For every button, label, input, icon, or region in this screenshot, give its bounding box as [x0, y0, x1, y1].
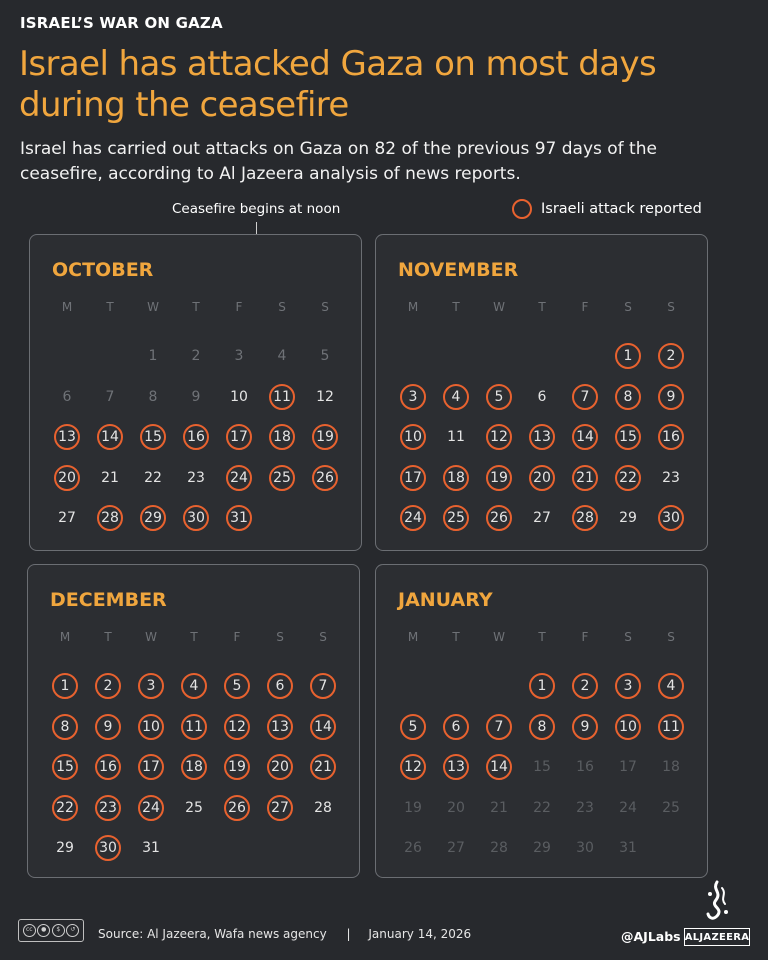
day-cell-attack: 14	[572, 424, 598, 450]
day-cell-attack: 1	[529, 673, 555, 699]
day-cell: 29	[619, 510, 637, 526]
day-cell-attack: 7	[572, 384, 598, 410]
legend	[512, 196, 702, 222]
weekday-header: W	[145, 630, 157, 644]
day-cell: 6	[62, 388, 72, 405]
day-cell: 27	[58, 510, 76, 526]
day-cell-attack: 20	[54, 465, 80, 491]
day-cell-attack: 19	[486, 465, 512, 491]
day-cell-attack: 26	[312, 465, 338, 491]
day-cell-attack: 16	[95, 754, 121, 780]
creative-commons-badge	[18, 919, 84, 942]
day-cell-attack: 14	[310, 714, 336, 740]
day-cell: 8	[148, 388, 158, 405]
day-cell-attack: 20	[267, 754, 293, 780]
day-cell-attack: 21	[310, 754, 336, 780]
day-cell-attack: 21	[572, 465, 598, 491]
source-text: Source: Al Jazeera, Wafa news agency	[98, 927, 327, 941]
headline: Israel has attacked Gaza on most days during the ceasefire	[19, 44, 657, 125]
weekday-header: T	[190, 630, 198, 644]
day-cell: 26	[404, 840, 422, 856]
day-cell-attack: 18	[181, 754, 207, 780]
ajlabs-handle: @AJLabs	[621, 929, 681, 944]
day-cell-attack: 2	[95, 673, 121, 699]
day-cell: 22	[533, 799, 551, 816]
day-cell-attack: 13	[443, 754, 469, 780]
day-cell-attack: 8	[52, 714, 78, 740]
day-cell: 12	[316, 388, 334, 405]
weekday-header: W	[493, 630, 505, 644]
day-cell-attack: 14	[486, 754, 512, 780]
day-cell-attack: 15	[52, 754, 78, 780]
nc-icon: $	[52, 924, 65, 937]
sa-icon: ↺	[66, 924, 79, 937]
day-cell-attack: 1	[52, 673, 78, 699]
day-cell: 5	[320, 348, 330, 364]
month-name: DECEMBER	[50, 589, 167, 611]
day-cell-attack: 5	[224, 673, 250, 699]
attack-ring-icon	[512, 199, 532, 219]
day-cell-attack: 8	[615, 384, 641, 410]
cc-icon: cc	[23, 924, 36, 937]
day-cell: 25	[662, 799, 680, 816]
day-cell-attack: 28	[572, 505, 598, 531]
day-cell-attack: 26	[486, 505, 512, 531]
day-cell-attack: 2	[658, 343, 684, 369]
weekday-header: T	[106, 300, 114, 314]
day-cell-attack: 12	[224, 714, 250, 740]
day-cell-attack: 24	[226, 465, 252, 491]
day-cell: 31	[619, 840, 637, 856]
day-cell: 1	[148, 348, 158, 364]
day-cell-attack: 15	[615, 424, 641, 450]
day-cell-attack: 19	[312, 424, 338, 450]
day-cell-attack: 27	[267, 795, 293, 821]
day-cell-attack: 5	[486, 384, 512, 410]
source-line	[98, 927, 471, 941]
day-cell: 31	[142, 840, 160, 856]
weekday-header: W	[147, 300, 159, 314]
month-name: JANUARY	[398, 589, 493, 611]
weekday-header: F	[581, 630, 589, 644]
day-cell-attack: 1	[615, 343, 641, 369]
aljazeera-calligraphy-icon	[700, 880, 734, 924]
day-cell: 28	[490, 840, 508, 856]
day-cell-attack: 17	[138, 754, 164, 780]
day-cell-attack: 6	[443, 714, 469, 740]
day-cell-attack: 14	[97, 424, 123, 450]
legend-label: Israeli attack reported	[541, 201, 702, 217]
weekday-header: S	[321, 300, 329, 314]
day-cell-attack: 15	[140, 424, 166, 450]
day-cell-attack: 16	[183, 424, 209, 450]
day-cell: 10	[230, 388, 248, 405]
day-cell-attack: 11	[658, 714, 684, 740]
month-panel-january	[375, 564, 708, 878]
day-cell-attack: 19	[224, 754, 250, 780]
day-cell-attack: 6	[267, 673, 293, 699]
weekday-header: M	[59, 630, 71, 644]
day-cell-attack: 31	[226, 505, 252, 531]
day-cell-attack: 25	[443, 505, 469, 531]
aljazeera-wordmark: ALJAZEERA	[684, 928, 750, 946]
day-cell-attack: 9	[95, 714, 121, 740]
day-cell-attack: 9	[658, 384, 684, 410]
day-cell: 27	[447, 840, 465, 856]
day-cell: 21	[490, 799, 508, 816]
day-cell-attack: 12	[486, 424, 512, 450]
weekday-header: T	[192, 300, 200, 314]
day-cell: 11	[447, 429, 465, 445]
footer-separator: |	[346, 927, 351, 941]
day-cell: 24	[619, 799, 637, 816]
weekday-header: M	[407, 300, 419, 314]
weekday-header: S	[624, 300, 632, 314]
day-cell-attack: 7	[486, 714, 512, 740]
day-cell: 27	[533, 510, 551, 526]
day-cell: 7	[105, 388, 115, 405]
weekday-header: F	[235, 300, 243, 314]
day-cell-attack: 10	[400, 424, 426, 450]
weekday-header: T	[452, 300, 460, 314]
day-cell: 23	[662, 469, 680, 486]
day-cell-attack: 11	[181, 714, 207, 740]
day-cell-attack: 18	[269, 424, 295, 450]
day-cell-attack: 13	[54, 424, 80, 450]
weekday-header: F	[233, 630, 241, 644]
day-cell-attack: 24	[138, 795, 164, 821]
day-cell-attack: 13	[267, 714, 293, 740]
day-cell-attack: 3	[400, 384, 426, 410]
weekday-header: T	[452, 630, 460, 644]
day-cell-attack: 4	[181, 673, 207, 699]
day-cell: 25	[185, 799, 203, 816]
day-cell-attack: 26	[224, 795, 250, 821]
day-cell-attack: 8	[529, 714, 555, 740]
day-cell: 28	[314, 799, 332, 816]
day-cell: 3	[234, 348, 244, 364]
month-panel-october	[29, 234, 362, 551]
day-cell-attack: 13	[529, 424, 555, 450]
day-cell-attack: 24	[400, 505, 426, 531]
day-cell-attack: 30	[95, 835, 121, 861]
month-name: NOVEMBER	[398, 259, 519, 281]
day-cell-attack: 22	[615, 465, 641, 491]
weekday-header: S	[624, 630, 632, 644]
day-cell-attack: 18	[443, 465, 469, 491]
day-cell-attack: 17	[226, 424, 252, 450]
day-cell: 18	[662, 759, 680, 775]
aljazeera-logo	[684, 880, 750, 946]
month-name: OCTOBER	[52, 259, 154, 281]
day-cell-attack: 9	[572, 714, 598, 740]
day-cell-attack: 23	[95, 795, 121, 821]
day-cell-attack: 29	[140, 505, 166, 531]
day-cell-attack: 2	[572, 673, 598, 699]
day-cell: 29	[56, 840, 74, 856]
day-cell: 23	[576, 799, 594, 816]
weekday-header: S	[667, 630, 675, 644]
day-cell: 21	[101, 469, 119, 486]
month-panel-november	[375, 234, 708, 551]
day-cell-attack: 11	[269, 384, 295, 410]
day-cell: 23	[187, 469, 205, 486]
day-cell: 29	[533, 840, 551, 856]
day-cell: 20	[447, 799, 465, 816]
publish-date: January 14, 2026	[368, 927, 472, 941]
day-cell: 9	[191, 388, 201, 405]
day-cell-attack: 20	[529, 465, 555, 491]
day-cell-attack: 5	[400, 714, 426, 740]
by-icon: ●	[37, 924, 50, 937]
day-cell: 16	[576, 759, 594, 775]
day-cell-attack: 10	[615, 714, 641, 740]
weekday-header: W	[493, 300, 505, 314]
kicker: ISRAEL’S WAR ON GAZA	[20, 14, 223, 32]
day-cell: 22	[144, 469, 162, 486]
weekday-header: T	[538, 300, 546, 314]
day-cell-attack: 22	[52, 795, 78, 821]
day-cell: 30	[576, 840, 594, 856]
day-cell: 17	[619, 759, 637, 775]
day-cell: 2	[191, 348, 201, 364]
weekday-header: M	[61, 300, 73, 314]
day-cell-attack: 12	[400, 754, 426, 780]
day-cell-attack: 28	[97, 505, 123, 531]
day-cell-attack: 3	[615, 673, 641, 699]
ceasefire-annotation: Ceasefire begins at noon	[172, 201, 341, 217]
day-cell-attack: 4	[443, 384, 469, 410]
day-cell-attack: 30	[658, 505, 684, 531]
day-cell-attack: 10	[138, 714, 164, 740]
day-cell: 4	[277, 348, 287, 364]
day-cell: 15	[533, 759, 551, 775]
weekday-header: S	[276, 630, 284, 644]
day-cell-attack: 16	[658, 424, 684, 450]
day-cell-attack: 3	[138, 673, 164, 699]
weekday-header: T	[104, 630, 112, 644]
day-cell: 6	[537, 388, 547, 405]
month-panel-december	[27, 564, 360, 878]
weekday-header: T	[538, 630, 546, 644]
day-cell: 19	[404, 799, 422, 816]
day-cell-attack: 17	[400, 465, 426, 491]
weekday-header: F	[581, 300, 589, 314]
day-cell-attack: 7	[310, 673, 336, 699]
day-cell-attack: 4	[658, 673, 684, 699]
weekday-header: S	[667, 300, 675, 314]
day-cell-attack: 25	[269, 465, 295, 491]
weekday-header: S	[278, 300, 286, 314]
weekday-header: M	[407, 630, 419, 644]
day-cell-attack: 30	[183, 505, 209, 531]
weekday-header: S	[319, 630, 327, 644]
subhead: Israel has carried out attacks on Gaza on 82 of the previous 97 days of the ceasefire, according to Al Jazeera analysis of news reports.	[20, 139, 657, 184]
